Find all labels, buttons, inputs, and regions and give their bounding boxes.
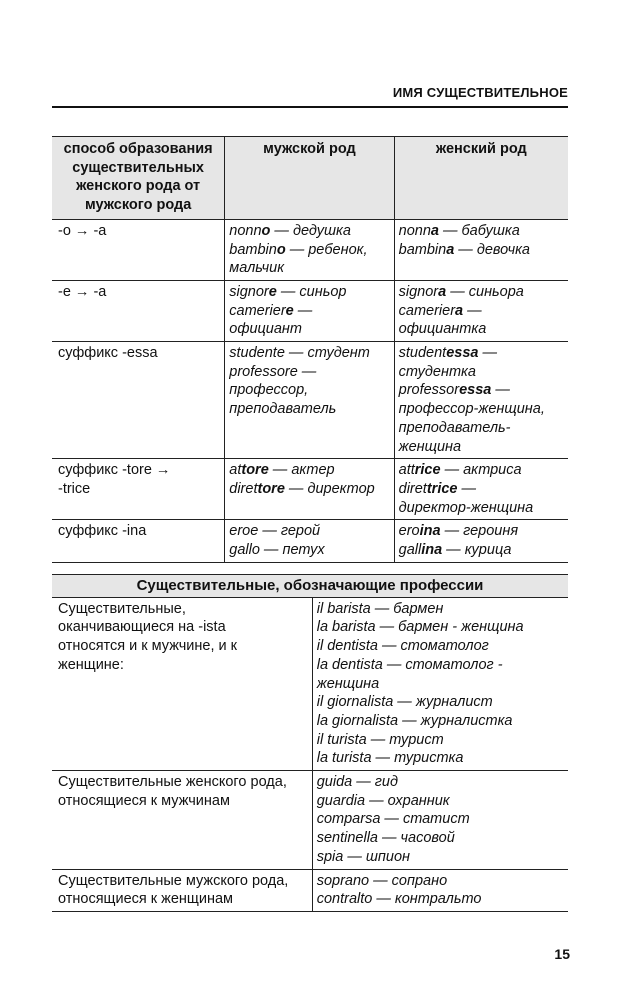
example-text: bambin	[398, 241, 447, 258]
formation-method-line: суффикс -ina	[58, 523, 147, 540]
feminine-example	[394, 459, 568, 520]
formation-row	[52, 219, 568, 280]
header-method	[52, 137, 225, 220]
example-text: diret	[229, 480, 258, 497]
example-text: — синьора	[446, 283, 524, 300]
example-line	[229, 363, 389, 382]
example-text: ero	[398, 523, 420, 540]
example-text: signor	[229, 283, 269, 300]
example-line: guida — гид	[316, 774, 398, 791]
header-feminine	[394, 137, 568, 220]
header-method-line: способ образования	[63, 141, 213, 157]
formation-method	[52, 280, 225, 341]
example-text: — девочка	[454, 241, 530, 258]
example-line	[229, 320, 389, 339]
example-text: — дедушка	[270, 222, 351, 239]
ending-highlight: a	[455, 302, 464, 319]
example-text: директор-женщина	[398, 499, 534, 516]
example-text: — актриса	[440, 462, 522, 479]
description-line: Существительные,	[58, 600, 186, 617]
example-line: spia — шпион	[316, 848, 410, 865]
example-text: преподаватель	[229, 401, 337, 418]
masculine-example	[225, 459, 394, 520]
header-feminine-label: женский род	[435, 141, 527, 157]
profession-description	[52, 869, 312, 911]
ending-highlight: a	[438, 283, 447, 300]
example-line: contralto — контральто	[316, 891, 482, 908]
example-line	[399, 480, 564, 499]
ending-highlight: ina	[419, 523, 441, 540]
description-line: Существительные женского рода,	[58, 774, 287, 791]
example-text: signor	[398, 283, 439, 300]
formation-row	[52, 459, 568, 520]
ending-highlight: essa	[446, 345, 479, 362]
example-text: eroe — герой	[229, 523, 321, 540]
example-line	[229, 259, 389, 278]
example-line	[229, 400, 389, 419]
example-line	[229, 522, 389, 541]
example-line: il barista — бармен	[316, 600, 444, 617]
example-line	[399, 541, 564, 560]
example-text: bambin	[229, 241, 277, 258]
profession-examples	[312, 771, 568, 870]
example-text: — ребенок,	[285, 241, 368, 258]
example-text: —	[293, 302, 313, 319]
professions-table-title: Существительные, обозначающие профессии	[52, 575, 568, 598]
running-header	[52, 80, 568, 108]
example-text: профессор-женщина,	[398, 401, 545, 418]
section-title: ИМЯ СУЩЕСТВИТЕЛЬНОЕ	[392, 85, 568, 100]
header-method-line: существительных	[72, 159, 204, 176]
formation-method-line: суффикс -essa	[58, 345, 158, 362]
description-line: Существительные мужского рода,	[58, 872, 289, 889]
header-method-line: мужского рода	[84, 197, 192, 214]
ending-highlight: o	[276, 241, 286, 258]
header-masculine	[225, 137, 394, 220]
example-line: sentinella — часовой	[316, 830, 455, 847]
example-text: camerier	[229, 302, 286, 319]
feminine-example	[394, 342, 568, 459]
example-line	[399, 222, 564, 241]
header-masculine-label: мужской род	[263, 141, 356, 157]
ending-highlight: tore	[257, 480, 285, 497]
example-text: официант	[229, 321, 302, 338]
formation-row	[52, 520, 568, 562]
example-text: gall	[398, 542, 422, 559]
example-text: — бабушка	[438, 222, 520, 239]
example-text: student	[398, 345, 447, 362]
example-text: —	[491, 382, 510, 399]
profession-row	[52, 771, 568, 870]
example-line: guardia — охранник	[316, 792, 450, 809]
masculine-example	[225, 280, 394, 341]
formation-method-line: суффикс -tore →	[58, 462, 171, 479]
feminine-example	[394, 520, 568, 562]
profession-description	[52, 771, 312, 870]
description-line: относятся и к мужчине, и к	[58, 638, 238, 655]
example-text: — актер	[268, 462, 335, 479]
example-line: la turista — туристка	[316, 750, 464, 767]
example-text: gallo — петух	[229, 542, 325, 559]
profession-description	[52, 597, 312, 770]
example-line	[399, 363, 564, 382]
example-text: студентка	[398, 363, 476, 380]
formation-row	[52, 280, 568, 341]
example-text: — синьор	[276, 283, 347, 300]
ending-highlight: tore	[241, 462, 269, 479]
example-text: nonn	[398, 222, 431, 239]
profession-row	[52, 869, 568, 911]
formation-method	[52, 520, 225, 562]
example-text: —	[457, 480, 477, 497]
professions-table-title-row	[52, 575, 568, 598]
example-line	[229, 381, 389, 400]
example-line	[229, 241, 389, 260]
formation-table	[52, 136, 568, 563]
example-line	[399, 419, 564, 438]
feminine-example	[394, 280, 568, 341]
professions-table	[52, 574, 568, 912]
ending-highlight: o	[261, 222, 271, 239]
example-line: il turista — турист	[316, 731, 444, 748]
example-line	[399, 283, 564, 302]
example-line	[399, 302, 564, 321]
profession-row	[52, 597, 568, 770]
feminine-example	[394, 219, 568, 280]
example-text: nonn	[229, 222, 262, 239]
formation-method	[52, 219, 225, 280]
example-text: diret	[398, 480, 427, 497]
example-line	[399, 461, 564, 480]
description-line: оканчивающиеся на -ista	[58, 619, 226, 636]
example-line: il dentista — стоматолог	[316, 638, 489, 655]
example-line	[229, 480, 389, 499]
formation-method	[52, 342, 225, 459]
example-text: camerier	[398, 302, 456, 319]
example-text: studente — студент	[229, 345, 370, 362]
example-text: профессор,	[229, 382, 309, 399]
example-line	[399, 499, 564, 518]
example-text: женщина	[398, 438, 462, 455]
formation-row	[52, 342, 568, 459]
example-line	[229, 302, 389, 321]
example-line	[229, 541, 389, 560]
example-line	[399, 438, 564, 457]
example-line: la dentista — стоматолог -	[316, 656, 503, 673]
example-text: professor	[398, 382, 460, 399]
description-line: относящиеся к женщинам	[58, 891, 233, 908]
example-text: —	[478, 345, 497, 362]
example-line	[399, 381, 564, 400]
example-line: il giornalista — журналист	[316, 694, 493, 711]
example-line	[229, 344, 389, 363]
example-line	[399, 522, 564, 541]
example-line	[399, 241, 564, 260]
masculine-example	[225, 219, 394, 280]
formation-method	[52, 459, 225, 520]
formation-table-header-row	[52, 137, 568, 220]
page-number: 15	[554, 946, 570, 962]
ending-highlight: e	[285, 302, 294, 319]
example-text: —	[463, 302, 482, 319]
example-text: мальчик	[229, 260, 285, 277]
ending-highlight: essa	[459, 382, 492, 399]
example-text: — курица	[442, 542, 512, 559]
example-line	[229, 283, 389, 302]
example-text: официантка	[398, 321, 487, 338]
formation-method-line: -trice	[58, 480, 91, 497]
profession-examples	[312, 597, 568, 770]
profession-examples	[312, 869, 568, 911]
example-line: comparsa — статист	[316, 811, 470, 828]
example-line	[399, 400, 564, 419]
example-line	[229, 461, 389, 480]
masculine-example	[225, 520, 394, 562]
ending-highlight: a	[446, 241, 455, 258]
formation-method-line: -e → -a	[58, 283, 107, 300]
example-text: преподаватель-	[398, 419, 511, 436]
description-line: женщине:	[58, 656, 124, 673]
description-line: относящиеся к мужчинам	[58, 792, 230, 809]
header-method-line: женского рода от	[76, 178, 201, 195]
example-line: la barista — бармен - женщина	[316, 619, 524, 636]
masculine-example	[225, 342, 394, 459]
example-text: professore —	[229, 363, 317, 380]
example-text: — героиня	[440, 523, 519, 540]
example-line: la giornalista — журналистка	[316, 712, 513, 729]
formation-method-line: -o → -a	[58, 222, 107, 239]
example-text: att	[398, 462, 415, 479]
example-line	[399, 320, 564, 339]
example-text: — директор	[284, 480, 375, 497]
example-line	[399, 344, 564, 363]
example-line: женщина	[316, 675, 380, 692]
example-text: at	[229, 462, 242, 479]
example-line	[229, 222, 389, 241]
example-line: soprano — сопрано	[316, 872, 448, 889]
ending-highlight: ina	[421, 542, 443, 559]
ending-highlight: rice	[414, 462, 441, 479]
ending-highlight: a	[430, 222, 439, 239]
ending-highlight: e	[268, 283, 277, 300]
ending-highlight: trice	[426, 480, 458, 497]
